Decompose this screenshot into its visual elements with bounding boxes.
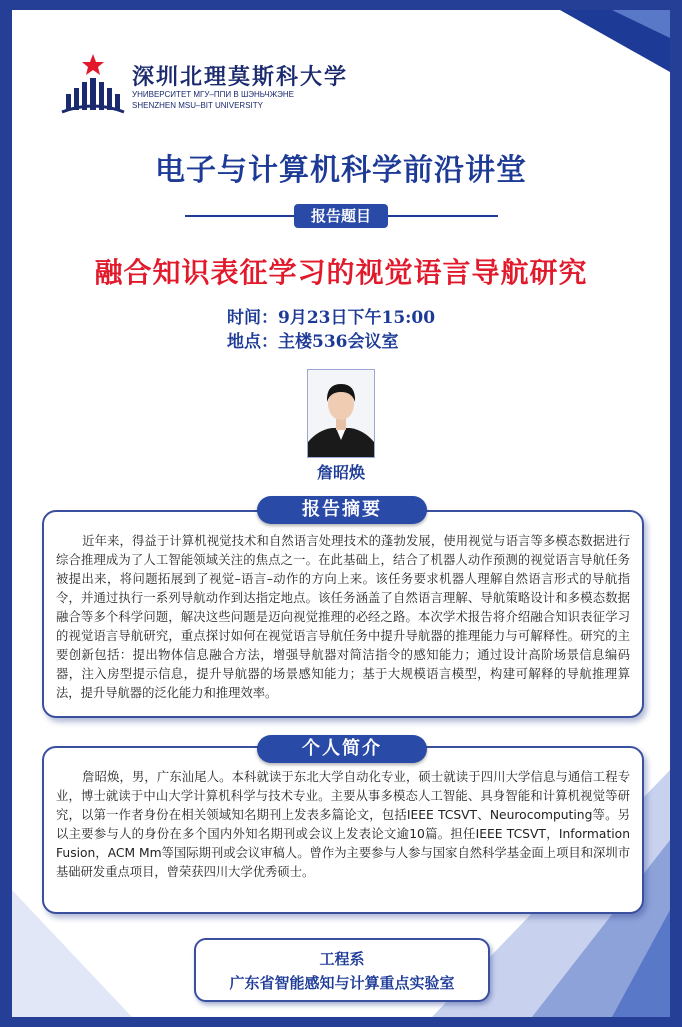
divider-right: [388, 215, 498, 217]
abstract-text: [56, 532, 630, 703]
bio-text: [56, 768, 630, 882]
speaker-photo: [307, 369, 375, 458]
bio-card: [42, 746, 644, 914]
divider-left: [185, 215, 295, 217]
organizer-box: [194, 938, 490, 1002]
organizer-lab: 广东省智能感知与计算重点实验室: [229, 974, 455, 992]
bio-label: 个人简介: [257, 735, 427, 763]
abstract-card: [42, 510, 644, 718]
report-label-badge: 报告题目: [294, 204, 388, 228]
university-logo: [60, 52, 480, 118]
speaker-name: 詹昭焕: [316, 463, 365, 482]
university-name-en: SHENZHEN MSU–BIT UNIVERSITY: [132, 101, 263, 110]
university-name-ru: УНИВЕРСИТЕТ МГУ–ППИ В ШЭНЬЧЖЭНЕ: [132, 90, 295, 99]
lecture-series-title: 电子与计算机科学前沿讲堂: [155, 153, 527, 188]
event-location: 地点：主楼536会议室: [227, 332, 399, 352]
report-title: 融合知识表征学习的视觉语言导航研究: [94, 256, 588, 289]
university-emblem-icon: [60, 52, 126, 118]
organizer-department: 工程系: [319, 950, 365, 968]
event-time: 时间：9月23日下午15:00: [227, 308, 436, 328]
abstract-label: 报告摘要: [257, 496, 427, 524]
university-name-cn: 深圳北理莫斯科大学: [132, 64, 349, 90]
bio-body: 詹昭焕，男，广东汕尾人。本科就读于东北大学自动化专业，硕士就读于四川大学信息与通信工程专业，博士就读于中山大学计算机科学与技术专业。主要从事多模态人工智能、具身智能和计算机视觉等研究，以第一作者身份在相关领域知名期刊上发表多篇论文，包括IEEE TCSVT、Neurocomputing等。另以主要参与人的身份在多个国内外知名期刊或会议上发表论文逾10篇。担任IEEE TCSVT，Information Fusion，ACM Mm等国际期刊或会议审稿人。曾作为主要参与人参与国家自然科学基金面上项目和深圳市基础研发重点项目，曾荣获四川大学优秀硕士。: [56, 770, 630, 879]
abstract-body: 近年来，得益于计算机视觉技术和自然语言处理技术的蓬勃发展，使用视觉与语言等多模态数据进行综合推理成为了人工智能领域关注的焦点之一。在此基础上，结合了机器人动作预测的视觉语言导航任务被提出来，将问题拓展到了视觉–语言–动作的方向上来。该任务要求机器人理解自然语言形式的导航指令，并通过执行一系列导航动作到达指定地点。该任务涵盖了自然语言理解、导航策略设计和多模态数据融合等多个科学问题，解决这些问题是迈向视觉推理的必经之路。本次学术报告将介绍融合知识表征学习的视觉语言导航研究，重点探讨如何在视觉语言导航任务中提升导航器的推理能力与可解释性。研究的主要创新包括：提出物体信息融合方法，增强导航器对简洁指令的感知能力；通过设计高阶场景信息编码器，注入房型提示信息，提升导航器的场景感知能力；基于大规模语言模型，构建可解释的导航推理算法，提升导航器的泛化能力和推理效率。: [56, 534, 630, 700]
